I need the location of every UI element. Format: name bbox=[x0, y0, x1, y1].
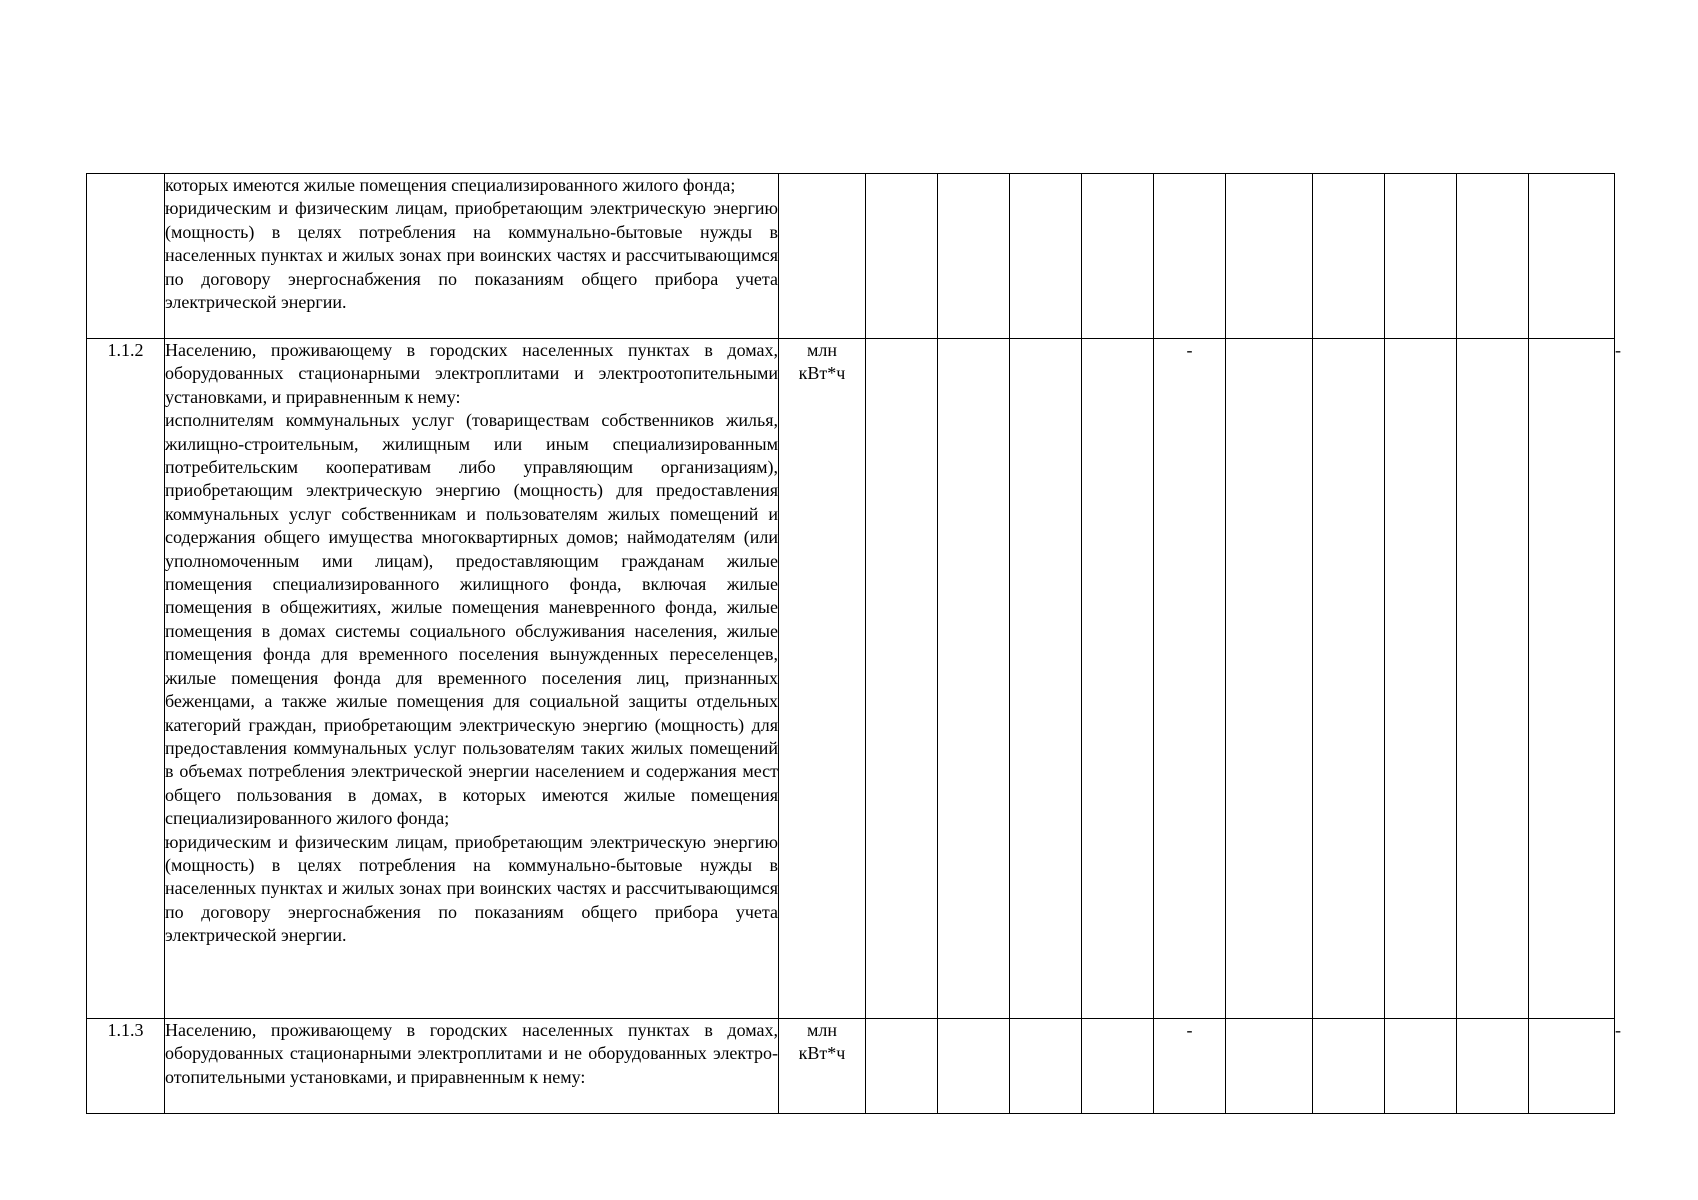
value-cell bbox=[938, 1019, 1010, 1114]
value-cell: - bbox=[1154, 1019, 1226, 1114]
value-cell bbox=[1385, 174, 1457, 339]
value-cell bbox=[1313, 1019, 1385, 1114]
value-cell bbox=[1385, 339, 1457, 1019]
value-cell bbox=[1226, 1019, 1313, 1114]
value-cell bbox=[1457, 174, 1529, 339]
unit-line: млн bbox=[806, 1020, 837, 1040]
value-cell bbox=[1010, 174, 1082, 339]
value-cell bbox=[1313, 174, 1385, 339]
value-cell bbox=[1457, 1019, 1529, 1114]
value-cell bbox=[1010, 1019, 1082, 1114]
value-cell bbox=[1313, 339, 1385, 1019]
value-cell bbox=[866, 174, 938, 339]
unit-line: кВт*ч bbox=[798, 363, 846, 384]
value-cell bbox=[1154, 174, 1226, 339]
row-number bbox=[87, 174, 165, 339]
unit-cell bbox=[779, 174, 866, 339]
value-cell bbox=[1082, 1019, 1154, 1114]
value-cell bbox=[1529, 174, 1615, 339]
description-paragraph: исполнителям коммунальных услуг (товариществам собственников жилья, жилищно-строительным, жилищным или иным специализированным потребительским кооперативам либо управляющим организациям), приобретающим электрическую энергию (мощность) для предоставления коммунальных услуг собственникам и пользователям жилых помещений и содержания общего имущества многоквартирных домов; наймодателям (или уполномоченным ими лицам), предоставляющим гражданам жилые помещения специализированного жилищного фонда, включая жилые помещения в общежитиях, жилые помещения маневренного фонда, жилые помещения в домах системы социального обслуживания населения, жилые помещения фонда для временного поселения вынужденных переселенцев, жилые помещения фонда для временного поселения лиц, признанных беженцами, а также жилые помещения для социальной защиты отдельных категорий граждан, приобретающим электрическую энергию (мощность) для предоставления коммунальных услуг пользователям таких жилых помещений в объемах потребления электрической энергии населением и содержания мест общего пользования в домах, в которых имеются жилые помещения специализированного жилого фонда; bbox=[165, 410, 778, 829]
tariff-volume-table bbox=[86, 173, 1621, 1114]
row-description bbox=[165, 174, 779, 339]
row-number: 1.1.3 bbox=[87, 1019, 165, 1114]
description-paragraph: юридическим и физическим лицам, приобретающим электрическую энергию (мощность) в целях потребления на коммунально-бытовые нужды в населенных пунктах и жилых зонах при воинских частях и рассчитывающимся по договору энергоснабжения по показаниям общего прибора учета электрической энергии. bbox=[165, 198, 778, 313]
description-paragraph: Населению, проживающему в городских населенных пунктах в домах, оборудованных стационарными электроплитами и не оборудованных электро-отопительными установками, и приравненным к нему: bbox=[165, 1020, 778, 1087]
row-description bbox=[165, 339, 779, 1019]
value-cell bbox=[1529, 339, 1615, 1019]
description-paragraph: Населению, проживающему в городских населенных пунктах в домах, оборудованных стационарными электроплитами и электроотопительными установками, и приравненным к нему: bbox=[165, 340, 778, 407]
value-cell bbox=[1082, 339, 1154, 1019]
unit-cell bbox=[779, 339, 866, 1019]
row-description bbox=[165, 1019, 779, 1114]
value-cell bbox=[1010, 339, 1082, 1019]
row-number: 1.1.2 bbox=[87, 339, 165, 1019]
value-cell: - bbox=[1154, 339, 1226, 1019]
value-cell bbox=[1385, 1019, 1457, 1114]
unit-line: кВт*ч bbox=[798, 1043, 846, 1064]
table-row: 1.1.3 Населению, проживающему в городских населенных пунктах в домах, оборудованных стационарными электроплитами и не оборудованных электро-отопительными установками, и приравненным к нему: млн кВт*ч - - bbox=[87, 1019, 1615, 1114]
value-cell bbox=[938, 174, 1010, 339]
unit-cell bbox=[779, 1019, 866, 1114]
value-cell bbox=[1226, 174, 1313, 339]
description-paragraph: юридическим и физическим лицам, приобретающим электрическую энергию (мощность) в целях потребления на коммунально-бытовые нужды в населенных пунктах и жилых зонах при воинских частях и рассчитывающимся по договору энергоснабжения по показаниям общего прибора учета электрической энергии. bbox=[165, 831, 778, 946]
value-cell bbox=[938, 339, 1010, 1019]
value-cell bbox=[1529, 1019, 1615, 1114]
table-row: 1.1.2 Населению, проживающему в городских населенных пунктах в домах, оборудованных стационарными электроплитами и электроотопительными установками, и приравненным к нему: исполнителям коммунальных услуг (товариществам собственников жилья, жилищно-строительным, жилищным или иным специализированным потребительским кооперативам либо управляющим организациям), приобретающим электрическую энергию (мощность) для предоставления коммунальных услуг собственникам и пользователям жилых помещений и содержания общего имущества многоквартирных домов; наймодателям (или уполномоченным ими лицам), предоставляющим гражданам жилые помещения специализированного жилищного фонда, включая жилые помещения в общежитиях, жилые помещения маневренного фонда, жилые помещения в домах системы социального обслуживания населения, жилые помещения фонда для временного поселения вынужденных переселенцев, жилые помещения фонда для временного поселения лиц, признанных беженцами, а также жилые помещения для социальной защиты отдельных категорий граждан, приобретающим электрическую энергию (мощность) для предоставления коммунальных услуг пользователям таких жилых помещений в объемах потребления электрической энергии населением и содержания мест общего пользования в домах, в которых имеются жилые помещения специализированного жилого фонда; юридическим и физическим лицам, приобретающим электрическую энергию (мощность) в целях потребления на коммунально-бытовые нужды в населенных пунктах и жилых зонах при воинских частях и рассчитывающимся по договору энергоснабжения по показаниям общего прибора учета электрической энергии. млн кВт*ч - - bbox=[87, 339, 1615, 1019]
value-cell bbox=[866, 339, 938, 1019]
value-cell bbox=[1082, 174, 1154, 339]
table-row bbox=[87, 174, 1615, 339]
value-cell bbox=[1457, 339, 1529, 1019]
description-paragraph: которых имеются жилые помещения специализированного жилого фонда; bbox=[165, 175, 736, 195]
unit-line: млн bbox=[806, 340, 837, 360]
value-cell bbox=[1226, 339, 1313, 1019]
value-cell bbox=[866, 1019, 938, 1114]
